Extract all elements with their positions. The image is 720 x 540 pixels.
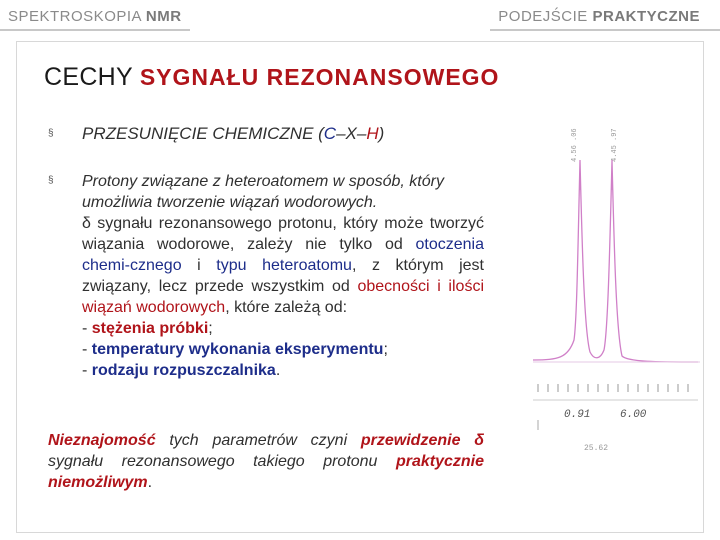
peak-label-2: 4.45 .97	[611, 128, 619, 162]
bullet-marker-1: §	[48, 128, 54, 139]
list-label: stężenia próbki	[91, 320, 209, 337]
list-end: .	[275, 362, 281, 379]
spectrum-bottom-label: 25.62	[584, 444, 609, 453]
header-right-bold: PRAKTYCZNE	[592, 8, 700, 25]
list-label: temperatury wykonania eksperymentu	[91, 341, 384, 358]
paragraph-s7: , które zależą od:	[225, 299, 348, 316]
conclusion-text	[48, 430, 484, 493]
list-dash: -	[82, 341, 92, 358]
bullet-2-text	[82, 171, 484, 381]
header-divider-right	[490, 29, 720, 31]
bullet-2-intro-line-2: umożliwia tworzenie wiązań wodorowych.	[82, 194, 378, 211]
integral-value-1: 0.91	[564, 409, 591, 421]
bullet-1-text	[82, 124, 384, 144]
paragraph-hydrogen-bonds: obecności i ilości wiązań wodorowych	[82, 278, 484, 316]
title-part-bold: SYGNAŁU REZONANSOWEGO	[139, 64, 500, 90]
integral-value-2: 6.00	[620, 409, 647, 421]
conclusion-impossible: praktycznie niemożliwym	[48, 453, 484, 491]
ppm-axis-ticks	[538, 384, 688, 392]
list-dash: -	[82, 362, 92, 379]
nmr-spectrum	[528, 120, 708, 460]
conclusion-c6: .	[147, 474, 153, 491]
conclusion-c4: sygnału rezonansowego takiego protonu	[48, 453, 396, 470]
list-end: ;	[383, 341, 388, 358]
paragraph-chemical-environment: otoczenia chemi-cznego	[82, 236, 484, 274]
bullet-1-text-a: PRZESUNIĘCIE CHEMICZNE (	[82, 124, 324, 143]
header-right-light: PODEJŚCIE	[498, 8, 593, 25]
conclusion-c2: tych parametrów czyni	[155, 432, 361, 449]
list-item	[82, 339, 484, 360]
header-section-title	[8, 8, 182, 25]
bullet-marker-2: §	[48, 175, 54, 186]
list-item	[82, 360, 484, 381]
header-left-bold: NMR	[145, 8, 182, 25]
conclusion-prediction: przewidzenie δ	[360, 432, 484, 449]
conclusion-unknown: Nieznajomość	[48, 432, 156, 449]
paragraph-s3: i	[181, 257, 217, 274]
bullet-2-intro-line-1: Protony związane z heteroatomem w sposób, który	[82, 173, 444, 190]
paragraph-s1: δ sygnału rezonansowego protonu, który może tworzyć wiązania wodorowe, zależy nie tylko od	[82, 215, 484, 253]
list-label: rodzaju rozpuszczalnika	[91, 362, 276, 379]
bullet-1-text-c: –X–	[336, 124, 367, 143]
spectrum-trace	[533, 160, 698, 362]
bullet-2-paragraph	[82, 213, 484, 318]
header-divider-left	[0, 29, 190, 31]
bullet-1-carbon: C	[323, 124, 337, 143]
header-left-light: SPEKTROSKOPIA	[8, 8, 146, 25]
header-approach-title	[498, 8, 700, 25]
slide-title	[44, 63, 499, 92]
bullet-1-text-e: )	[378, 124, 385, 143]
list-end: ;	[208, 320, 213, 337]
list-dash: -	[82, 320, 92, 337]
bullet-1-hydrogen: H	[366, 124, 379, 143]
paragraph-heteroatom-type: typu heteroatomu	[216, 257, 352, 274]
peak-label-1: 4.56 .06	[571, 128, 579, 162]
paragraph-s5: , z którym jest związany, lecz przede wszystkim od	[82, 257, 484, 295]
list-item	[82, 318, 484, 339]
title-part-plain: CECHY	[44, 63, 140, 91]
